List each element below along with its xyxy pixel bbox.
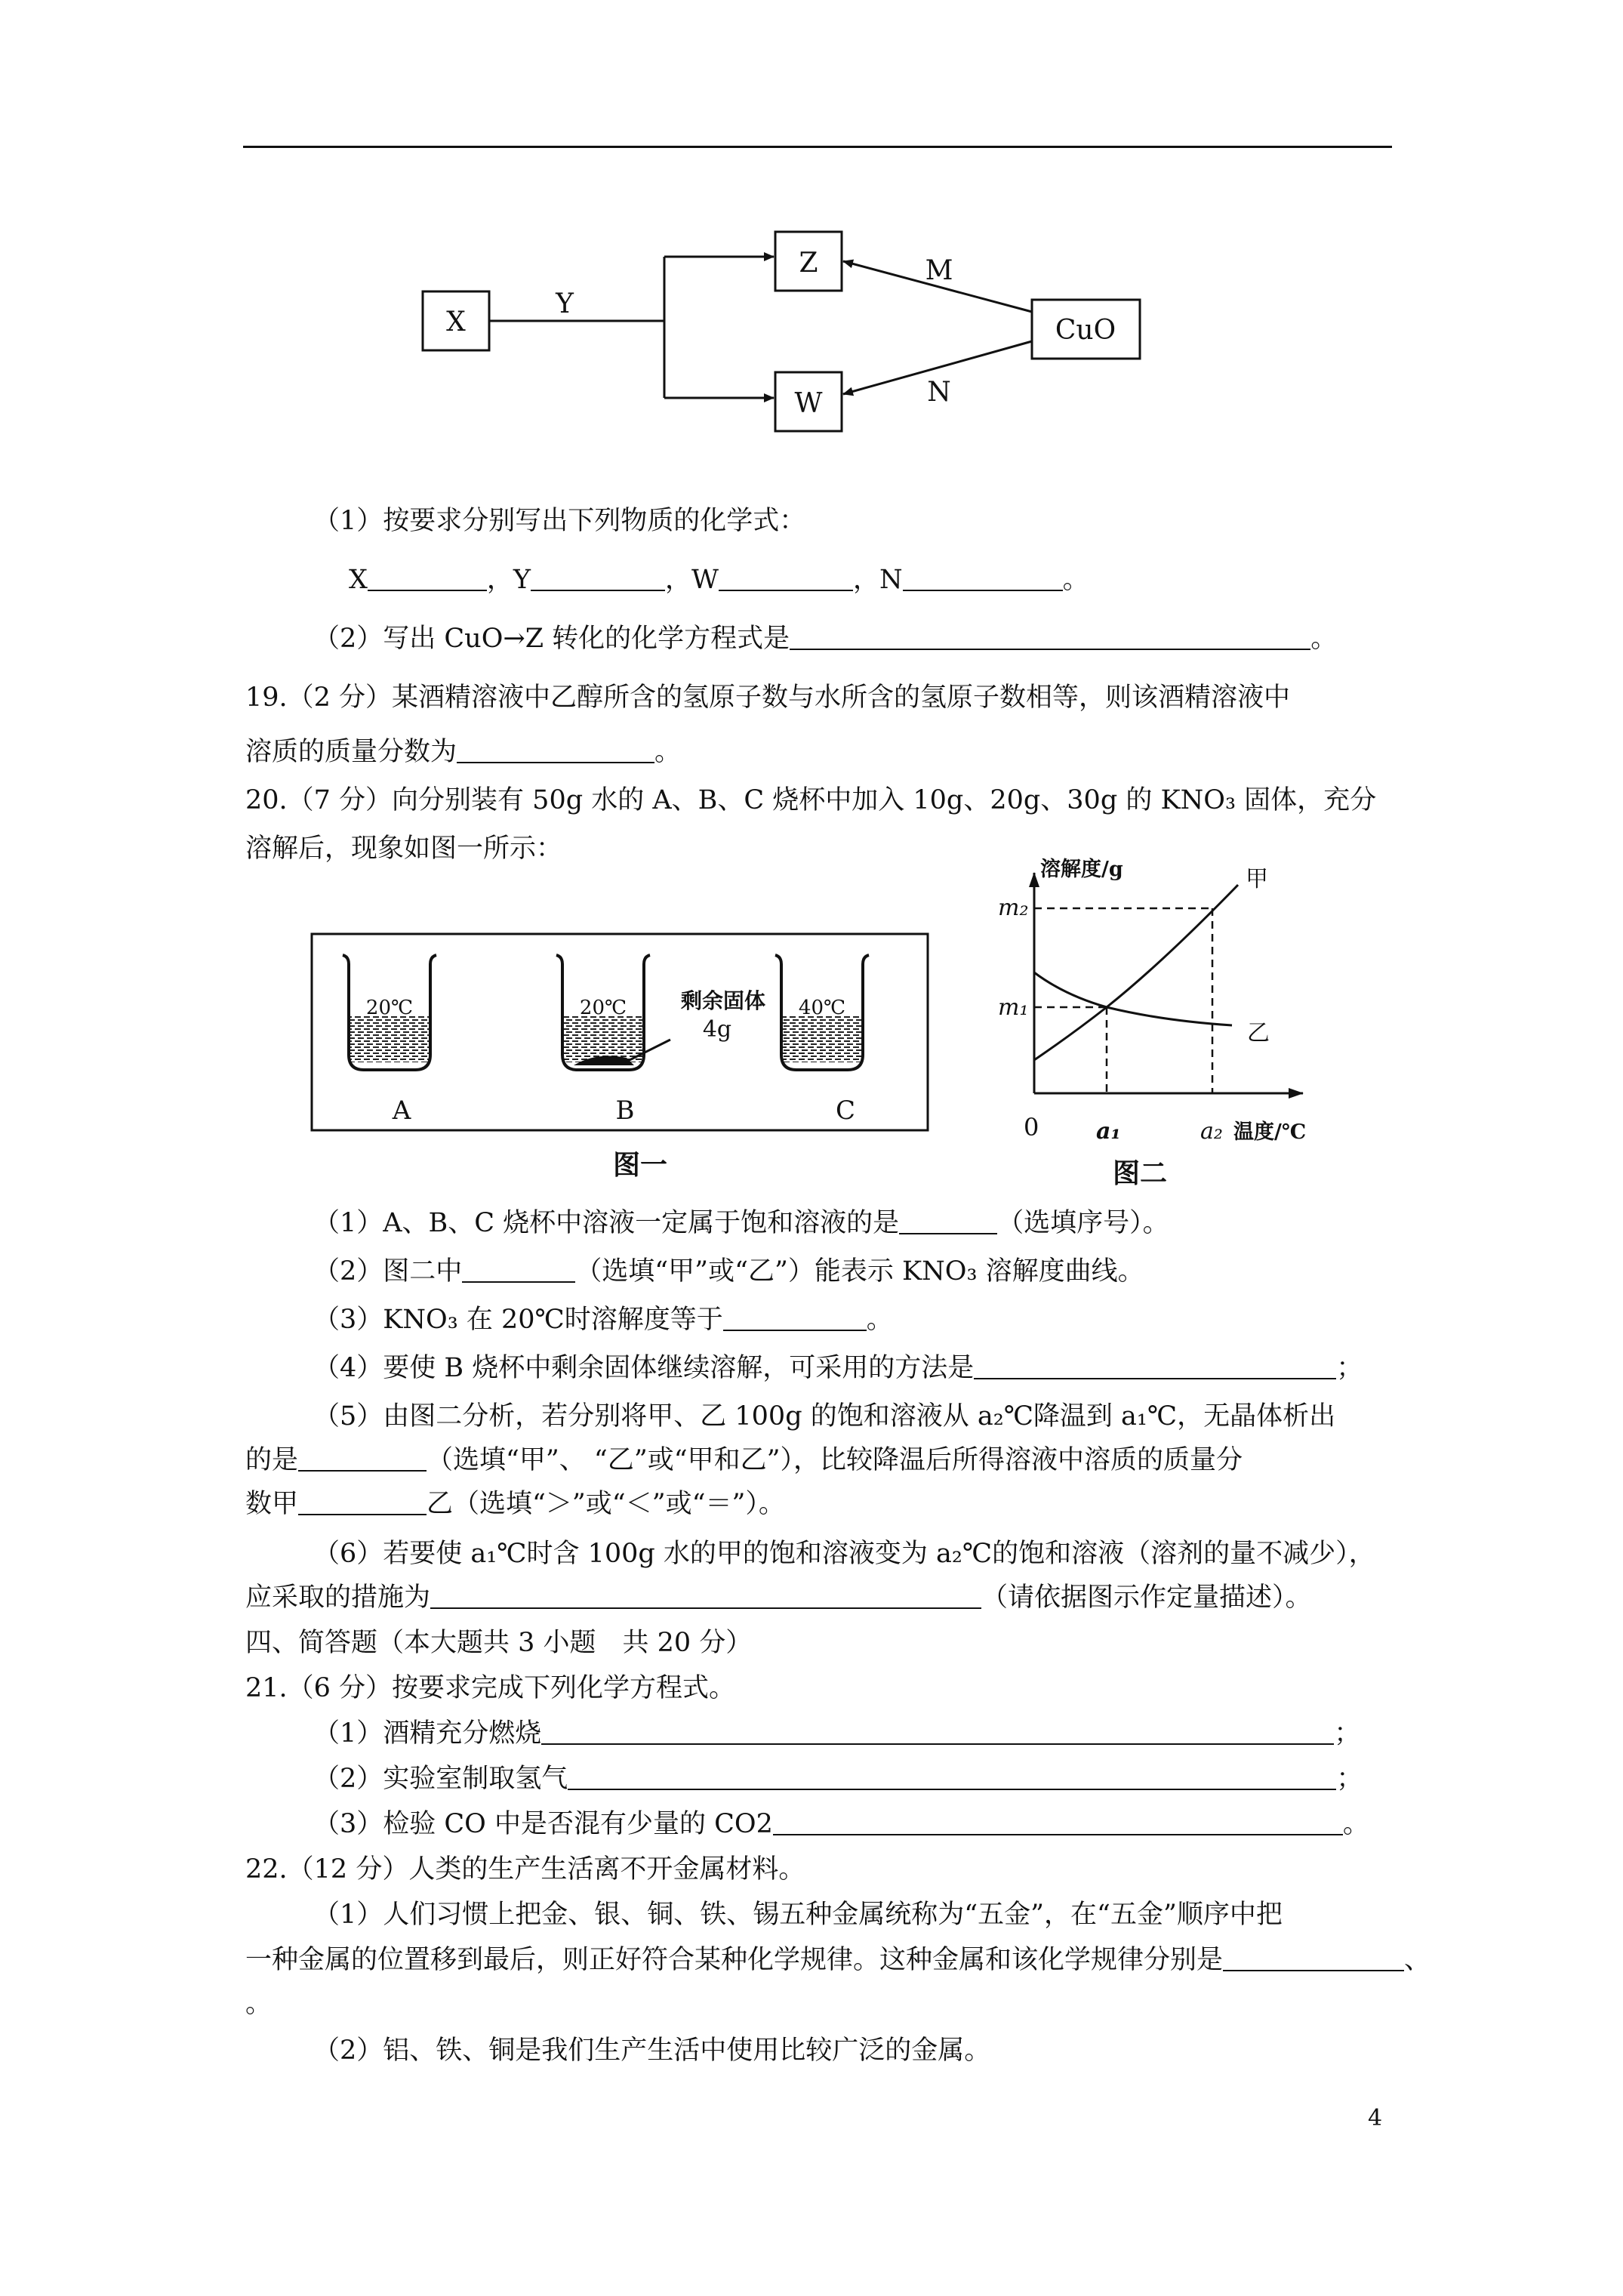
residue-mass-label: 4g xyxy=(702,1016,732,1043)
answer-blank-x[interactable] xyxy=(368,564,487,591)
q18-part1: （1）按要求分别写出下列物质的化学式： xyxy=(313,506,806,536)
answer-blank-equation-cuo-z[interactable] xyxy=(790,623,1310,650)
q22-title: 22.（12 分）人类的生产生活离不开金属材料。 xyxy=(245,1854,805,1885)
answer-blank-w[interactable] xyxy=(719,564,853,591)
origin-label: 0 xyxy=(1024,1113,1039,1142)
q21-title: 21.（6 分）按要求完成下列化学方程式。 xyxy=(245,1673,736,1703)
q20-sub5-line2: 的是 （选填“甲”、 “乙”或“甲和乙”），比较降温后所得溶液中溶质的质量分 xyxy=(245,1445,1243,1475)
beaker-label-b: B xyxy=(615,1096,635,1126)
answer-blank-hydrogen-prep[interactable] xyxy=(568,1763,1336,1790)
answer-blank-no-crystal[interactable] xyxy=(298,1444,427,1472)
page-number: 4 xyxy=(1368,2105,1383,2131)
label-y: Y xyxy=(556,288,574,319)
series-yi-label: 乙 xyxy=(1247,1020,1270,1046)
temp-label-b: 20℃ xyxy=(579,997,627,1019)
q20-sub3: （3）KNO₃ 在 20℃时溶解度等于 。 xyxy=(313,1305,893,1335)
tick-a2: a₂ xyxy=(1200,1118,1223,1145)
tick-m1: m₁ xyxy=(998,994,1029,1021)
q20-sub6-line1: （6）若要使 a₁℃时含 100g 水的甲的饱和溶液变为 a₂℃的饱和溶液（溶剂的量不减少）， xyxy=(313,1539,1375,1569)
q20-sub5-line3: 数甲 乙（选填“＞”或“＜”或“＝”）。 xyxy=(245,1489,785,1519)
q20-sub6-line2: 应采取的措施为 （请依据图示作定量描述）。 xyxy=(245,1583,1312,1613)
q20-sub4: （4）要使 B 烧杯中剩余固体继续溶解，可采用的方法是 ； xyxy=(313,1353,1363,1383)
label-m: M xyxy=(925,255,953,286)
answer-blank-co2-test[interactable] xyxy=(773,1808,1343,1835)
answer-blank-solubility-20c[interactable] xyxy=(723,1304,867,1331)
q20-sub5-line1: （5）由图二分析，若分别将甲、乙 100g 的饱和溶液从 a₂℃降温到 a₁℃，无晶体析出 xyxy=(313,1401,1336,1432)
label-z: Z xyxy=(799,248,818,279)
label-w: W xyxy=(794,388,823,419)
q20-line2: 溶解后，现象如图一所示： xyxy=(245,834,563,864)
answer-blank-kno3-curve[interactable] xyxy=(462,1256,575,1283)
label-x: X xyxy=(446,307,466,337)
q21-sub2: （2）实验室制取氢气 ； xyxy=(313,1764,1363,1794)
answer-blank-n[interactable] xyxy=(903,564,1063,591)
answer-blank-y[interactable] xyxy=(531,564,665,591)
beaker-label-a: A xyxy=(392,1096,411,1126)
tick-m2: m₂ xyxy=(998,895,1029,921)
q20-sub2: （2）图二中 （选填“甲”或“乙”）能表示 KNO₃ 溶解度曲线。 xyxy=(313,1256,1144,1287)
q22-sub1-line3: 。 xyxy=(245,1989,273,2019)
series-jia-curve xyxy=(1034,885,1238,1060)
figure-two-solubility-chart xyxy=(981,853,1359,1193)
q21-sub3: （3）检验 CO 中是否混有少量的 CO2 。 xyxy=(313,1809,1369,1839)
q22-sub2: （2）铝、铁、铜是我们生产生活中使用比较广泛的金属。 xyxy=(313,2036,991,2066)
tick-a1: a₁ xyxy=(1096,1118,1121,1145)
x-axis-label: 温度/℃ xyxy=(1233,1120,1307,1144)
reaction-flow-diagram xyxy=(0,0,1623,468)
q19-line2: 溶质的质量分数为 。 xyxy=(245,737,682,767)
series-yi-curve xyxy=(1034,972,1232,1025)
q20-line1: 20.（7 分）向分别装有 50g 水的 A、B、C 烧杯中加入 10g、20g、30g 的 KNO₃ 固体，充分 xyxy=(245,785,1377,815)
q22-sub1-line2: 一种金属的位置移到最后，则正好符合某种化学规律。这种金属和该化学规律分别是 、 xyxy=(245,1945,1431,1975)
answer-blank-mass-fraction[interactable] xyxy=(457,736,654,763)
temp-label-c: 40℃ xyxy=(798,997,846,1019)
answer-blank-compare[interactable] xyxy=(298,1488,427,1515)
answer-blank-measure[interactable] xyxy=(430,1582,981,1609)
label-cuo: CuO xyxy=(1055,315,1116,346)
q18-part1-blanks: X ，Y ，W ，N 。 xyxy=(349,565,1089,595)
answer-blank-dissolve-method[interactable] xyxy=(974,1352,1336,1379)
answer-blank-alcohol-combustion[interactable] xyxy=(541,1718,1334,1745)
q21-sub1: （1）酒精充分燃烧 ； xyxy=(313,1718,1361,1749)
q19-line1: 19.（2 分）某酒精溶液中乙醇所含的氢原子数与水所含的氢原子数相等，则该酒精溶液中 xyxy=(245,683,1291,713)
answer-blank-saturated[interactable] xyxy=(899,1207,997,1234)
series-jia-label: 甲 xyxy=(1246,866,1268,892)
q18-part2: （2）写出 CuO→Z 转化的化学方程式是 。 xyxy=(313,624,1338,654)
q22-sub1-line1: （1）人们习惯上把金、银、铜、铁、锡五种金属统称为“五金”，在“五金”顺序中把 xyxy=(313,1900,1283,1930)
answer-blank-metal-rule[interactable] xyxy=(1223,1944,1404,1971)
label-n: N xyxy=(927,377,951,408)
section-four-heading: 四、简答题（本大题共 3 小题 共 20 分） xyxy=(245,1628,753,1658)
y-axis-label: 溶解度/g xyxy=(1040,858,1123,881)
figure-one-caption: 图一 xyxy=(612,1149,668,1181)
temp-label-a: 20℃ xyxy=(365,997,414,1019)
figure-two-caption: 图二 xyxy=(1112,1157,1168,1189)
q20-sub1: （1）A、B、C 烧杯中溶液一定属于饱和溶液的是 （选填序号）。 xyxy=(313,1208,1169,1238)
residue-label: 剩余固体 xyxy=(680,988,766,1013)
figure-one-beakers xyxy=(310,925,936,1182)
beaker-label-c: C xyxy=(835,1096,856,1126)
